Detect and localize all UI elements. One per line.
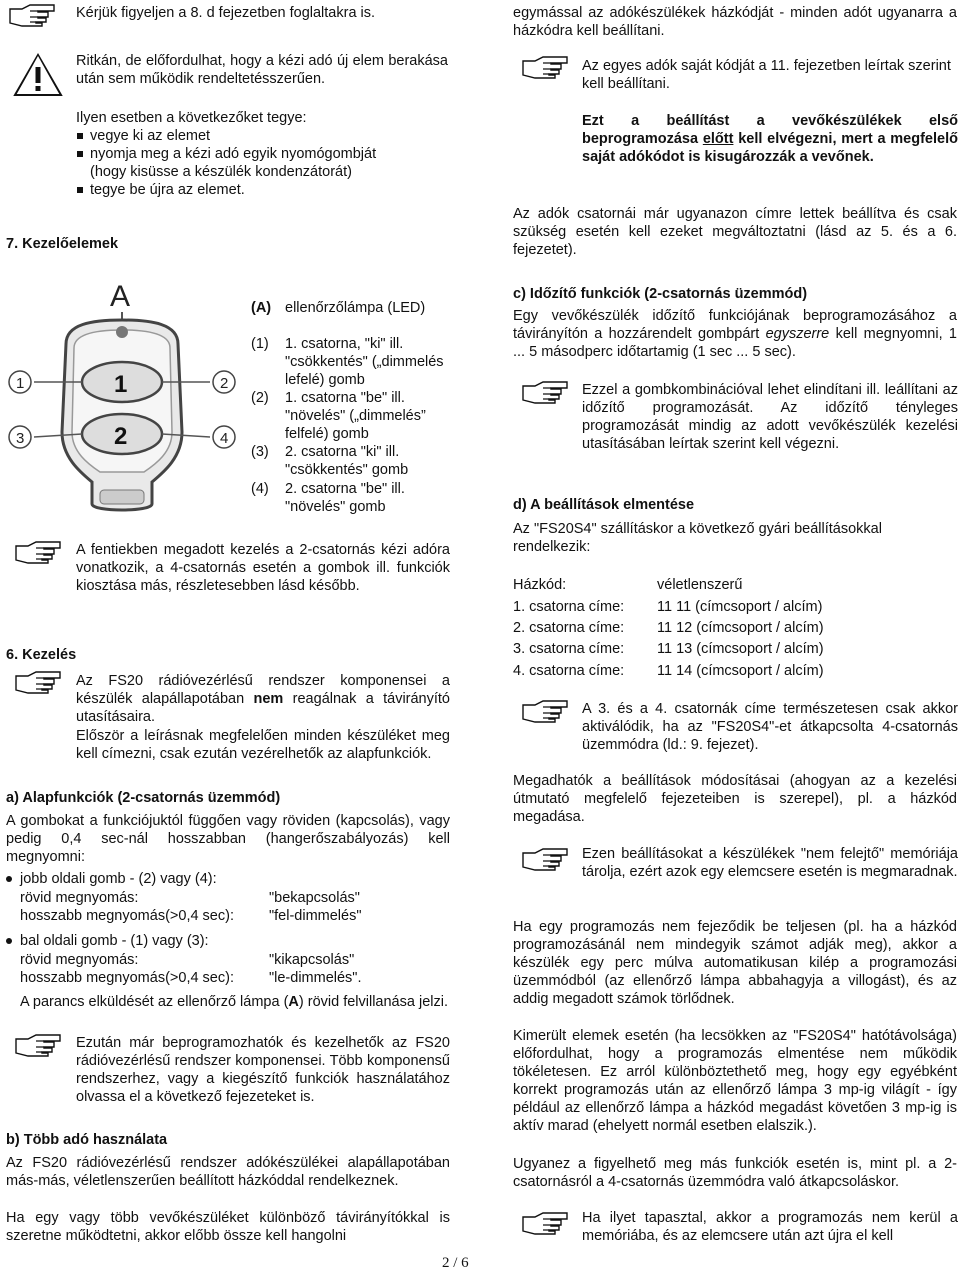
note-programming: Ezután már beprogramozhatók és kezelhetők az FS20 rádióvezérlésű rendszer komponensei. Több komponensű rendszerhez, vagy a kiegészítő funkciók használatához olvassa el a következő fejezeteket is. [76, 1035, 450, 1105]
remote-control-figure [4, 282, 240, 518]
pointing-hand-icon [521, 699, 573, 723]
step-item: nyomja meg a kézi adó egyik nyomógombját [76, 145, 448, 163]
note-own-code: Az egyes adók saját kódját a 11. fejezetben leírtak szerint kell beállítani. [582, 58, 951, 92]
legend-item-3: (3) 2. csatorna "ki" ill. "csökkentés" gomb [251, 444, 409, 478]
note-chapter-8: Kérjük figyeljen a 8. d fejezetben foglaltakra is. [76, 5, 376, 21]
table-row: Házkód: véletlenszerű [513, 577, 743, 593]
note-timer: Ezzel a gombkombinációval lehet elindítani ill. leállítani az időzítő programozását. Az időzítő tényleges programozását mindig az adott vevőkészülék kezelési utasításában leírtak szerint kell végezni. [582, 382, 958, 452]
svg-text:1: 1 [114, 371, 128, 398]
warning-text: Ritkán, de előfordulhat, hogy a kézi adó új elem berakása után sem működik rendeltetésszerűen. [76, 53, 448, 87]
para-low-battery: Kimerült elemek esetén (ha lecsökken az "FS20S4" hatótávolsága) előfordulhat, hogy a programozás elmentése nem működik tökéletesen. Ez arról különböztethető meg, hogy egy egyébként korrekt programozás után az ellenőrző lámpa 3 mp-ig világít - így például az ellenőrző lámpa a házkód megadást követően 3 mp-ig is aktív marad (ehelyett normál esetben elalszik.). [513, 1028, 957, 1134]
para-timer: Egy vevőkészülék időzítő funkciójának beprogramozásához a távirányítón a hozzárendelt gombpárt egyszerre kell megnyomni, 1 ... 5 másodperc időtartamig (1 sec ... 5 sec). [513, 308, 957, 360]
para-same-functions: Ugyanez a figyelhető meg más funkciók esetén is, mint pl. a 2-csatornásról a 4-csatornás üzemmódra való átkapcsoláskor. [513, 1156, 957, 1190]
svg-text:4: 4 [220, 430, 229, 447]
svg-text:3: 3 [16, 430, 25, 447]
legend-item-2: (2) 1. csatorna "be" ill. "növelés" („dimmelés” felfelé) gomb [251, 390, 426, 442]
pointing-hand-icon [521, 380, 573, 404]
legend-lamp: (A) ellenőrzőlámpa (LED) [251, 300, 426, 316]
heading-b: b) Több adó használata [6, 1132, 168, 1148]
note-memory: Ezen beállításokat a készülékek "nem felejtő" memóriája tárolja, ezért azok egy elemcsere esetén is megmaradnak. [582, 846, 958, 880]
lamp-label: A [110, 282, 131, 313]
para-incomplete-programming: Ha egy programozás nem fejeződik be teljesen (pl. ha a házkód programozásánál nem mindegyik számot adják meg), akkor a készülék egy perc múlva automatikusan kilép a programozási üzemmódból (az ellenőrző lámpa abbahagyja a villogást), és az addig megadott számok törlődnek. [513, 919, 957, 1007]
note-addressing: Először a leírásnak megfelelően minden készüléket meg kell címezni, csak ezután vezérelhetők az alapfunkciók. [76, 728, 450, 762]
note-bold-setting: Ezt a beállítást a vevőkészülékek első beprogramozása előtt kell elvégezni, mert a megfelelő saját adókódot is kisugározzák a vevőnek. [582, 113, 958, 165]
para-multiple-transmitters: Az FS20 rádióvezérlésű rendszer adókészülékei alapállapotában más-más, véletlenszerűen beállított házkóddal rendelkeznek. [6, 1155, 450, 1189]
para-led: A parancs elküldését az ellenőrző lámpa (A) rövid felvillanása jelzi. [20, 994, 448, 1010]
note-4-channel: A fentiekben megadott kezelés a 2-csatornás kézi adóra vonatkozik, a 4-csatornás esetén a gombok ill. funkciók kiosztása más, részletesebben lásd később. [76, 542, 450, 594]
page-number: 2 / 6 [442, 1255, 469, 1271]
table-row: 2. csatorna címe: 11 12 (címcsoport / alcím) [513, 620, 824, 636]
note-base-state: Az FS20 rádióvezérlésű rendszer komponensei a készülék alapállapotában nem reagálnak a távirányító utasításaira. [76, 673, 450, 725]
note-retry: Ha ilyet tapasztal, akkor a programozás nem kerül a memóriába, és az elemcsere után azt újra el kell [582, 1210, 958, 1244]
heading-7: 7. Kezelőelemek [6, 236, 119, 252]
warning-icon [12, 52, 64, 98]
legend-item-1: (1) 1. csatorna, "ki" ill. "csökkentés" („dimmelés lefelé) gomb [251, 336, 444, 388]
steps-block [76, 109, 448, 199]
note-4-channel-mode: A 3. és a 4. csatornák címe természetesen csak akkor aktiválódik, ha az "FS20S4"-et átkapcsolta 4-csatornás üzemmódra (ld.: 9. fejezet). [582, 701, 958, 753]
pointing-hand-icon [521, 847, 573, 871]
table-row: 3. csatorna címe: 11 13 (címcsoport / alcím) [513, 641, 824, 657]
para-defaults: Az "FS20S4" szállításkor a következő gyári beállításokkal rendelkezik: [513, 521, 882, 555]
pointing-hand-icon [14, 670, 66, 694]
step-item: tegye be újra az elemet. [76, 181, 448, 199]
svg-text:2: 2 [114, 423, 128, 450]
step-item: vegye ki az elemet [76, 127, 448, 145]
svg-text:1: 1 [16, 375, 25, 392]
bullet-left-button: bal oldali gomb - (1) vagy (3): rövid megnyomás: "kikapcsolás" hosszabb megnyomás(>0,4 sec): "le-dimmelés". [6, 932, 456, 992]
bullet-right-button: jobb oldali gomb - (2) vagy (4): rövid megnyomás: "bekapcsolás" hosszabb megnyomás(>0,4 sec): "fel-dimmelés" [6, 870, 456, 930]
svg-text:2: 2 [220, 375, 229, 392]
heading-a: a) Alapfunkciók (2-csatornás üzemmód) [6, 790, 281, 806]
para-multiple-receivers: Ha egy vagy több vevőkészüléket különböző távirányítókkal is szeretne működtetni, akkor előbb össze kell hangolni [6, 1210, 450, 1244]
legend-item-4: (4) 2. csatorna "be" ill. "növelés" gomb [251, 481, 405, 515]
para-channels: Az adók csatornái már ugyanazon címre lettek beállítva és csak szükség esetén kell ezeket megváltoztatni (lásd az 5. és a 6. fejezetet). [513, 206, 957, 258]
steps-title: Ilyen esetben a következőket tegye: [76, 110, 307, 126]
step-item-continued: (hogy kisüsse a készülék kondenzátorát) [90, 164, 352, 180]
pointing-hand-icon [14, 540, 66, 564]
para-house-code: egymással az adókészülékek házkódját - minden adót ugyanarra a házkódra kell beállítani. [513, 5, 957, 39]
heading-6: 6. Kezelés [6, 647, 77, 663]
pointing-hand-icon [521, 1211, 573, 1235]
heading-c: c) Időzítő funkciók (2-csatornás üzemmód) [513, 286, 808, 302]
pointing-hand-icon [8, 3, 60, 27]
pointing-hand-icon [521, 55, 573, 79]
pointing-hand-icon [14, 1033, 66, 1057]
defaults-table [513, 576, 953, 686]
table-row: 4. csatorna címe: 11 14 (címcsoport / alcím) [513, 663, 824, 679]
para-modifications: Megadhatók a beállítások módosításai (ahogyan az a kezelési útmutató megfelelő fejezeteiben is szerepel), pl. a házkód megadása. [513, 773, 957, 825]
table-row: 1. csatorna címe: 11 11 (címcsoport / alcím) [513, 599, 823, 615]
heading-d: d) A beállítások elmentése [513, 497, 695, 513]
para-basic-functions: A gombokat a funkciójuktól függően vagy röviden (kapcsolás), vagy pedig 0,4 sec-nál hosszabban (hangerőszabályozás) kell megnyomni: [6, 813, 450, 865]
